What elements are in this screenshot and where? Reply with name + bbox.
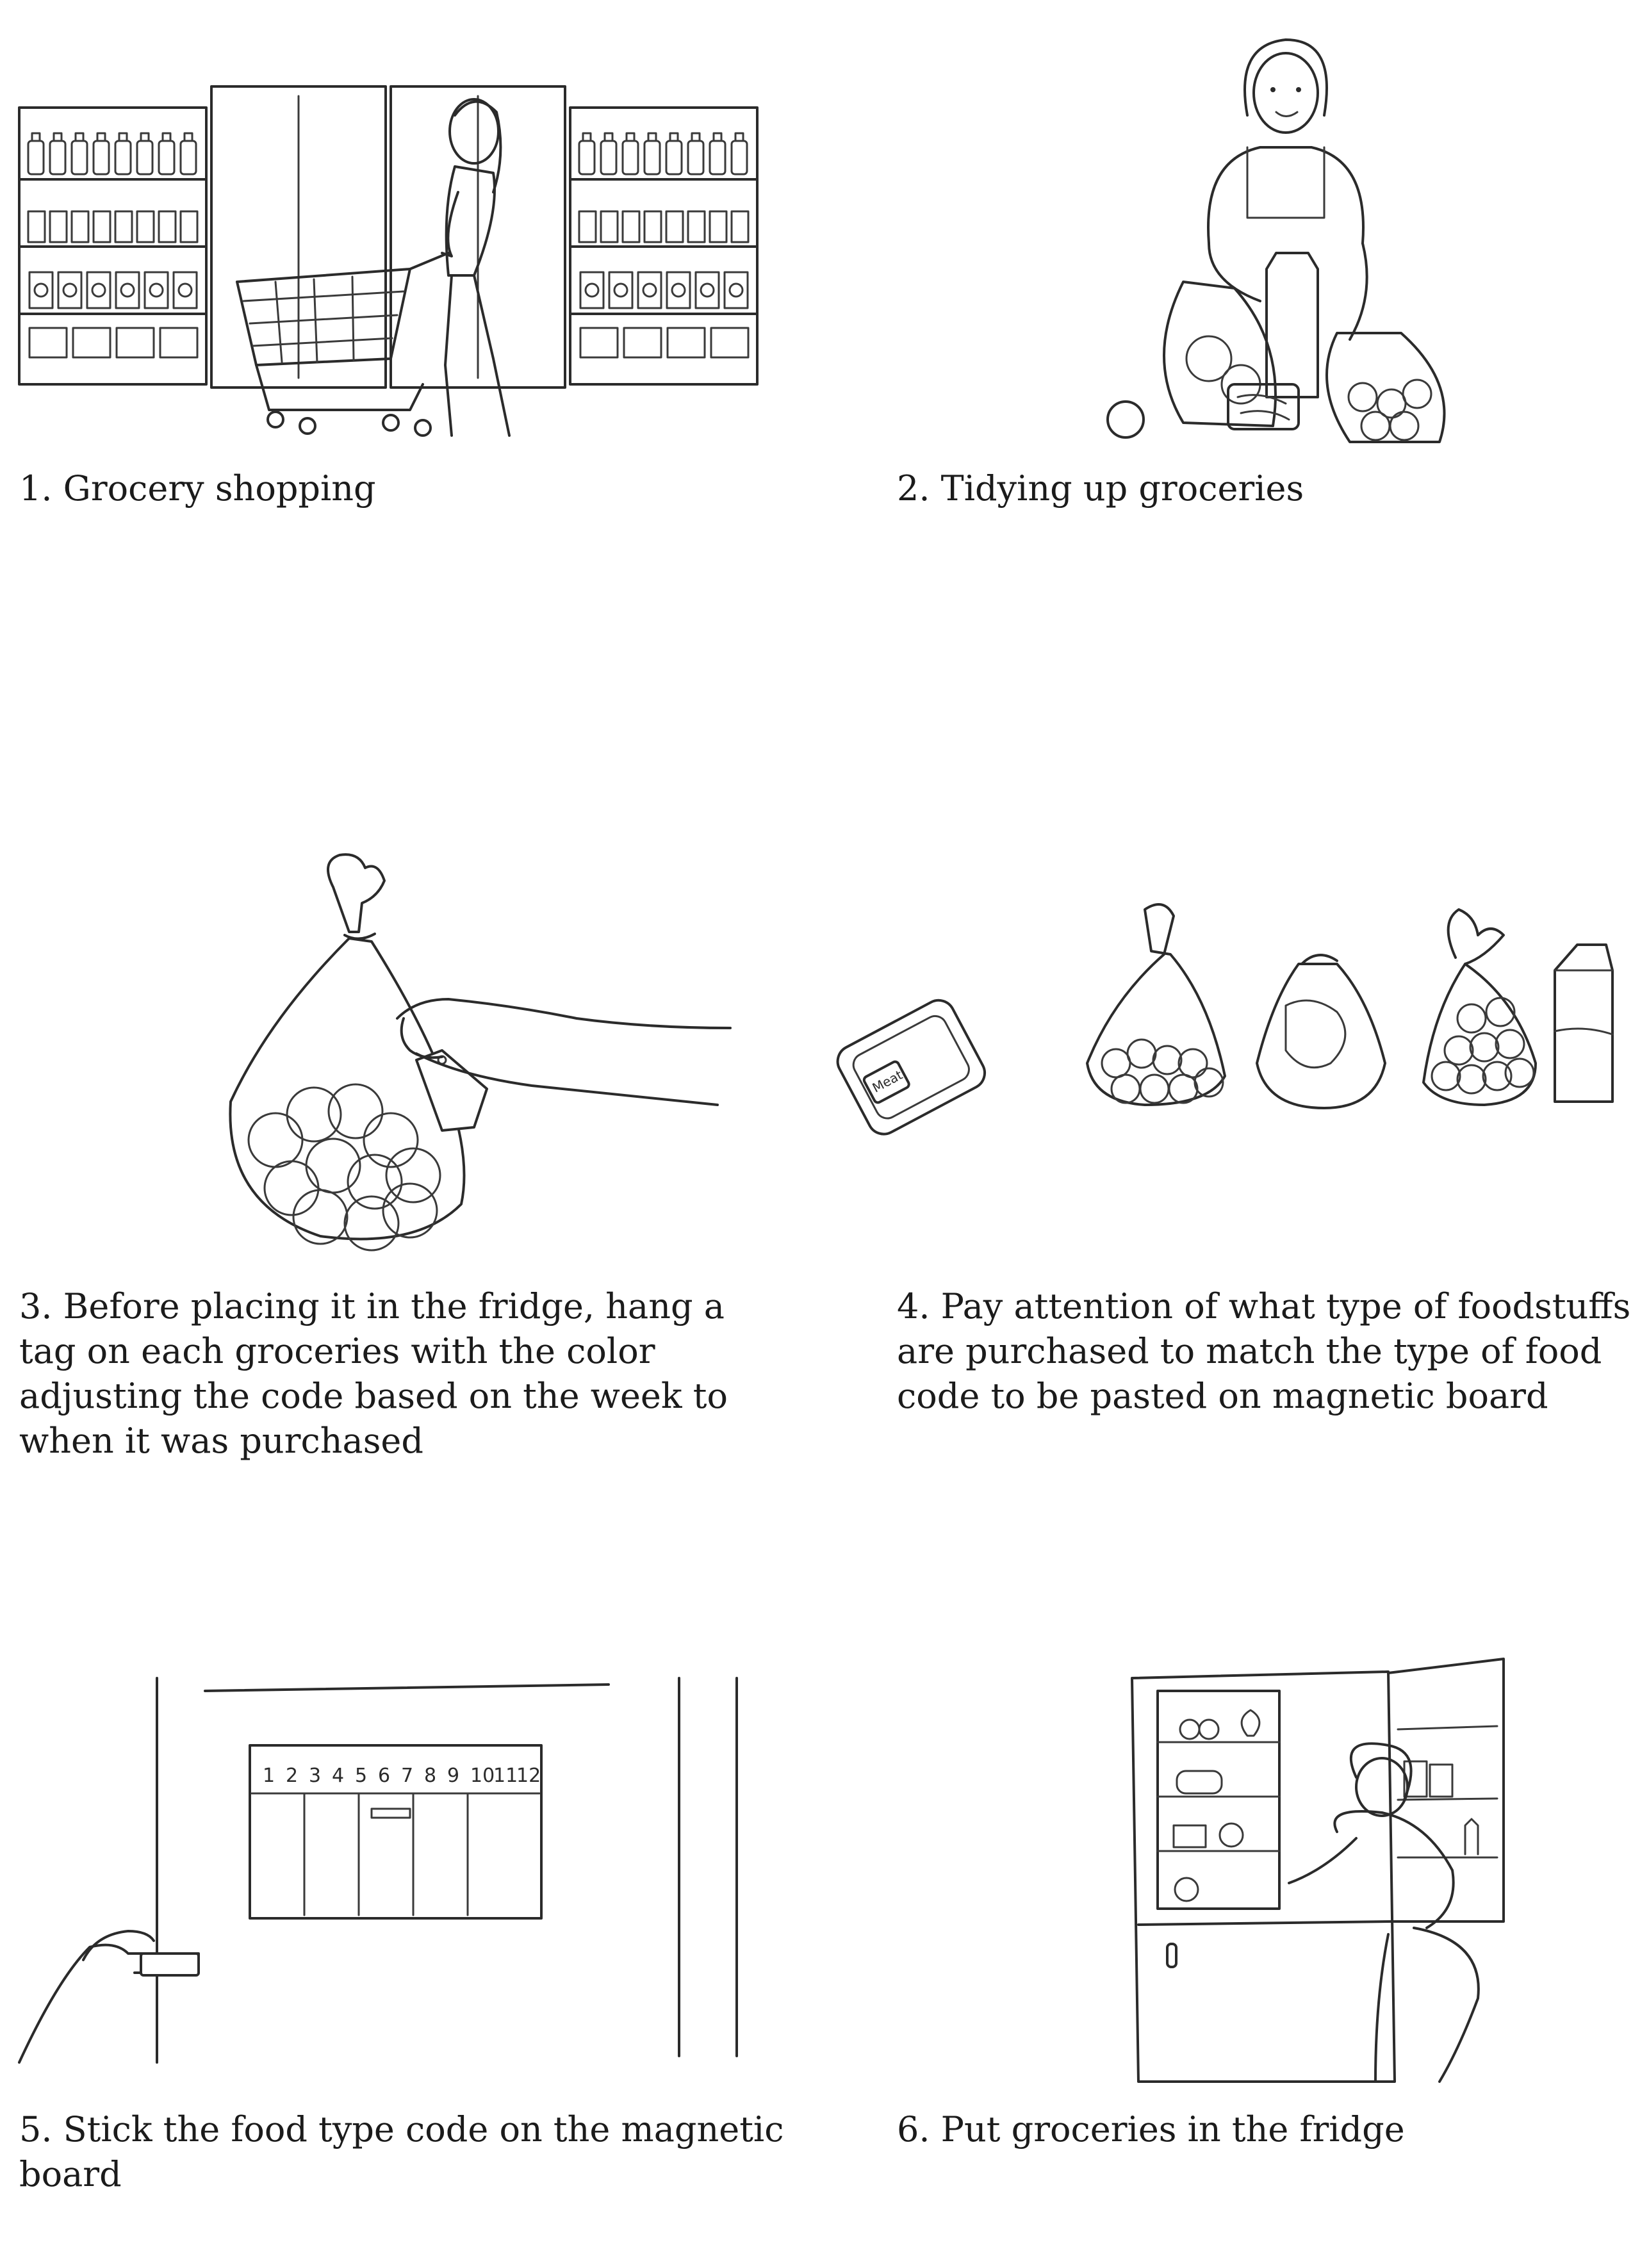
step-caption: 1. Grocery shopping [19, 468, 376, 509]
board-number: 3 [309, 1765, 322, 1787]
board-number: 9 [447, 1765, 460, 1787]
board-number: 2 [286, 1765, 299, 1787]
step-3-panel [0, 807, 824, 1461]
board-number: 8 [424, 1765, 437, 1787]
board-number: 11 [493, 1765, 518, 1787]
step-caption: 3. Before placing it in the fridge, hang a tag on each groceries with the color adjusting the code based on the week to when it was purchased [19, 1286, 728, 1461]
step-caption: 2. Tidying up groceries [897, 468, 1304, 509]
fridge-illustration [824, 1640, 1649, 2088]
tidying-groceries-illustration [824, 0, 1649, 461]
step-2-panel [824, 0, 1649, 525]
board-number: 12 [516, 1765, 541, 1787]
board-number: 1 [263, 1765, 275, 1787]
board-number: 4 [332, 1765, 345, 1787]
board-number: 10 [470, 1765, 495, 1787]
step-caption: 6. Put groceries in the fridge [897, 2109, 1405, 2150]
magnetic-board-illustration [0, 1640, 824, 2088]
board-number: 7 [401, 1765, 414, 1787]
step-caption: 5. Stick the food type code on the magnetic board [19, 2109, 784, 2194]
board-number: 6 [378, 1765, 391, 1787]
step-1-panel [0, 0, 824, 525]
step-6-panel [824, 1640, 1649, 2165]
step-caption: 4. Pay attention of what type of foodstuffs are purchased to match the type of food code to be pasted on magnetic board [897, 1286, 1631, 1416]
tagging-bag-illustration [0, 807, 824, 1319]
grocery-shopping-illustration [0, 0, 824, 461]
step-5-panel [0, 1640, 824, 2194]
meat-label: Meat [869, 1066, 905, 1096]
foodstuff-types-illustration [824, 807, 1649, 1319]
board-number: 5 [355, 1765, 368, 1787]
step-4-panel [824, 807, 1649, 1448]
